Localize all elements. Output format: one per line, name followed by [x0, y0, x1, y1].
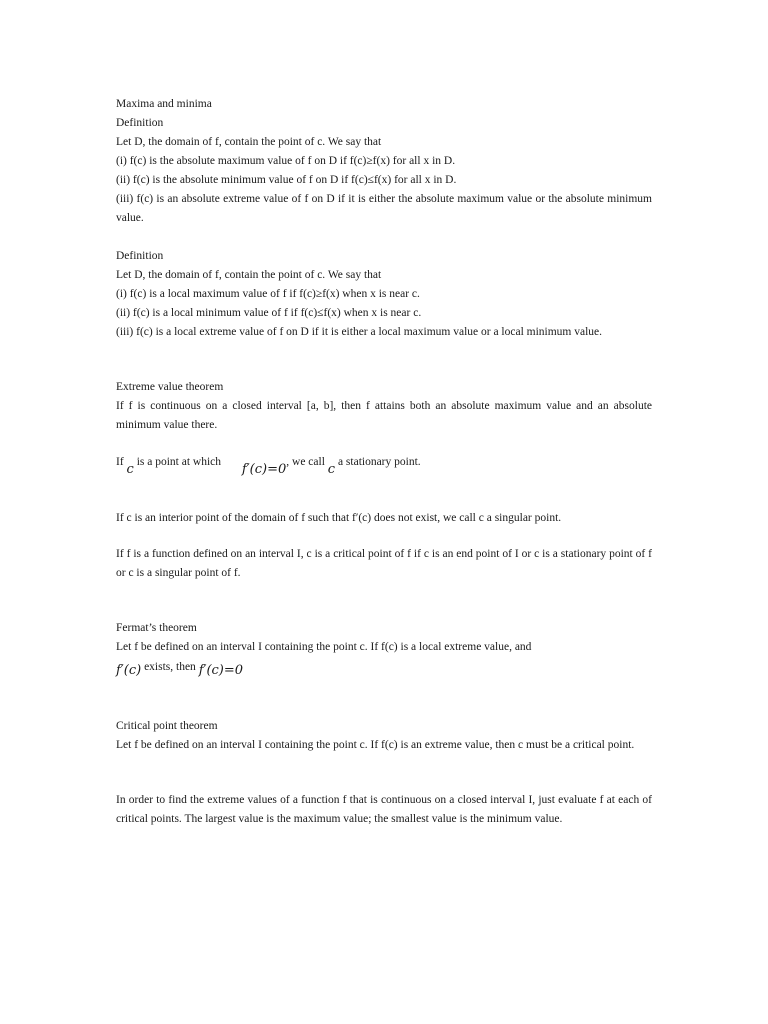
- section-heading-maxima-minima: Maxima and minima: [116, 98, 212, 110]
- stationary-c: c: [126, 462, 134, 477]
- definition-1-item-1: (i) f(c) is the absolute maximum value of f on D if f(c)≥f(x) for all x in D.: [116, 155, 456, 167]
- stationary-post: , we call: [286, 456, 325, 468]
- stationary-c-2: c: [327, 462, 336, 477]
- definition-intro-2: Let D, the domain of f, contain the point of c. We say that: [116, 269, 382, 281]
- section-heading-critical-point-theorem: Critical point theorem: [116, 720, 218, 732]
- definition-intro-1: Let D, the domain of f, contain the point of c. We say that: [116, 136, 382, 148]
- critical-point-theorem-body: Let f be defined on an interval I containing the point c. If f(c) is an extreme value, then c must be a critical point.: [116, 739, 635, 751]
- definition-1-item-2: (ii) f(c) is the absolute minimum value of f on D if f(c)≤f(x) for all x in D.: [116, 174, 457, 186]
- extreme-values-procedure: In order to find the extreme values of a function f that is continuous on a closed interval I, just evaluate f at each of critical points. The largest value is the maximum value; the smallest value is the minimum value.: [116, 794, 652, 825]
- extreme-value-theorem-body: If f is continuous on a closed interval [a, b], then f attains both an absolute maximum value and an absolute minimum value there.: [116, 400, 652, 431]
- singular-point-definition: If c is an interior point of the domain of f such that f′(c) does not exist, we call c a singular point.: [116, 512, 562, 524]
- fermat-theorem-line-1: Let f be defined on an interval I containing the point c. If f(c) is a local extreme value, and: [116, 641, 532, 653]
- fermat-exists-text: exists, then: [144, 661, 196, 673]
- section-heading-extreme-value-theorem: Extreme value theorem: [116, 381, 224, 393]
- fermat-derivative: f′(c): [116, 663, 142, 678]
- document-page: [116, 95, 652, 829]
- definition-2-item-2: (ii) f(c) is a local minimum value of f if f(c)≤f(x) when x is near c.: [116, 307, 422, 319]
- stationary-mid: is a point at which: [136, 456, 222, 468]
- stationary-point-definition: [116, 452, 652, 477]
- fermat-equation: f′(c)=0: [198, 663, 244, 678]
- fermat-theorem-line-2: [116, 657, 652, 677]
- definition-1-item-3: (iii) f(c) is an absolute extreme value of f on D if it is either the absolute maximum value or the absolute minimum value.: [116, 193, 652, 224]
- stationary-equation: f′(c)=0: [241, 462, 287, 477]
- definition-heading-1: Definition: [116, 117, 164, 129]
- definition-2-item-1: (i) f(c) is a local maximum value of f if f(c)≥f(x) when x is near c.: [116, 288, 420, 300]
- critical-point-definition: If f is a function defined on an interval I, c is a critical point of f if c is an end point of I or c is a stationary point of f or c is a singular point of f.: [116, 548, 652, 579]
- definition-heading-2: Definition: [116, 250, 164, 262]
- stationary-end: a stationary point.: [337, 456, 421, 468]
- definition-2-item-3: (iii) f(c) is a local extreme value of f on D if it is either a local maximum value or a local minimum value.: [116, 326, 603, 338]
- section-heading-fermat-theorem: Fermat’s theorem: [116, 622, 197, 634]
- stationary-if: If: [116, 456, 124, 468]
